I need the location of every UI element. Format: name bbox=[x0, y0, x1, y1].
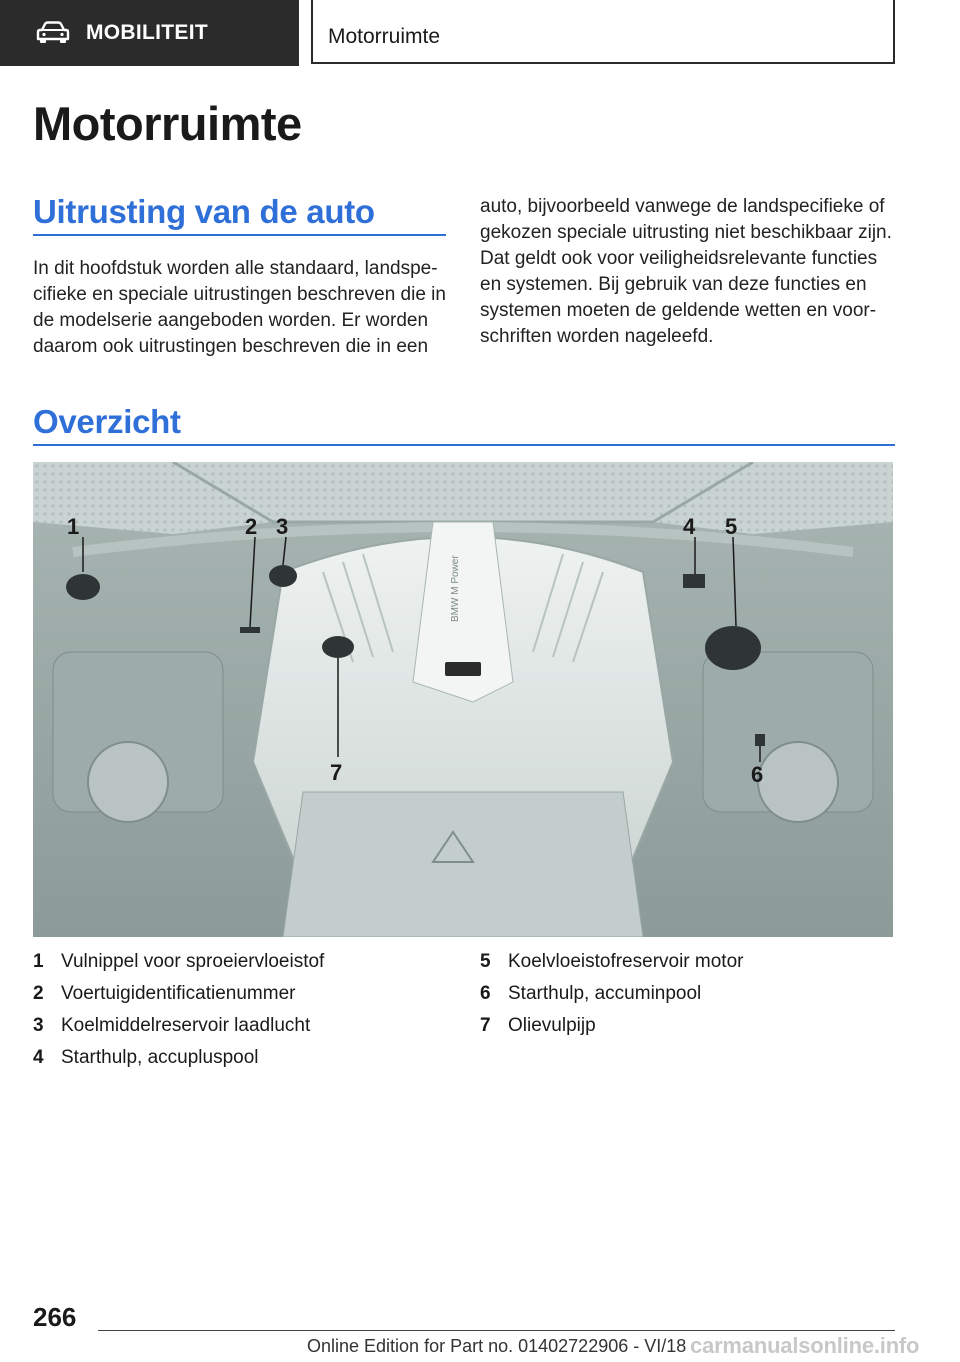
chapter-tab[interactable] bbox=[0, 0, 299, 66]
edition-text: Online Edition for Part no. 01402722906 - VI/18 bbox=[307, 1336, 687, 1356]
callout-number: 7 bbox=[330, 760, 343, 785]
legend-text: Vulnippel voor sproeiervloeistof bbox=[61, 951, 325, 972]
legend-number: 4 bbox=[33, 1047, 44, 1068]
legend-text: Olievulpijp bbox=[508, 1015, 596, 1036]
legend-text: Starthulp, accuminpool bbox=[508, 983, 702, 1004]
legend-text: Koelvloeistofreservoir motor bbox=[508, 951, 744, 972]
section-rule bbox=[33, 444, 895, 446]
callout-number: 3 bbox=[276, 514, 289, 539]
text-line: daarom ook uitrustingen beschreven die in een bbox=[33, 336, 429, 357]
engine-cover-text: BMW M Power bbox=[450, 555, 461, 622]
callout-number: 5 bbox=[725, 514, 738, 539]
text-line: cifieke en speciale uitrustingen beschreven die in bbox=[33, 284, 446, 305]
legend-right bbox=[480, 946, 900, 1042]
list-item bbox=[33, 1010, 453, 1042]
watermark: carmanualsonline.info bbox=[690, 1333, 920, 1358]
legend-text: Koelmiddelreservoir laadlucht bbox=[61, 1015, 311, 1036]
legend-number: 2 bbox=[33, 983, 44, 1004]
page-number: 266 bbox=[33, 1302, 77, 1332]
text-line: Dat geldt ook voor veiligheidsrelevante functies bbox=[480, 248, 878, 269]
legend-number: 6 bbox=[480, 983, 491, 1004]
body-column-right bbox=[480, 194, 900, 350]
legend-number: 5 bbox=[480, 951, 491, 972]
legend-number: 3 bbox=[33, 1015, 44, 1036]
text-line: gekozen speciale uitrusting niet beschikbaar zijn. bbox=[480, 222, 892, 243]
legend-text: Voertuigidentificatienummer bbox=[61, 983, 296, 1004]
engine-bay-image bbox=[33, 462, 893, 937]
list-item bbox=[33, 978, 453, 1010]
list-item bbox=[33, 946, 453, 978]
page-title: Motorruimte bbox=[33, 97, 302, 150]
chapter-label: MOBILITEIT bbox=[86, 21, 208, 44]
text-line: auto, bijvoorbeeld vanwege de landspecifieke of bbox=[480, 196, 885, 217]
legend-number: 7 bbox=[480, 1015, 491, 1036]
text-line: de modelserie aangeboden worden. Er worden bbox=[33, 310, 429, 331]
footer-rule bbox=[98, 1330, 895, 1331]
section-header-label: Motorruimte bbox=[328, 25, 441, 48]
callout-number: 2 bbox=[245, 514, 258, 539]
list-item bbox=[480, 946, 900, 978]
text-line: systemen moeten de geldende wetten en voor- bbox=[480, 300, 877, 321]
list-item bbox=[480, 1010, 900, 1042]
legend-text: Starthulp, accupluspool bbox=[61, 1047, 259, 1068]
section-header bbox=[311, 0, 895, 64]
callout-number: 1 bbox=[67, 514, 80, 539]
car-icon bbox=[36, 21, 70, 45]
section-rule bbox=[33, 234, 446, 236]
text-line: In dit hoofdstuk worden alle standaard, landspe- bbox=[33, 258, 438, 279]
body-column-left bbox=[33, 256, 453, 360]
callout-number: 6 bbox=[751, 762, 764, 787]
section-title-equipment: Uitrusting van de auto bbox=[33, 193, 375, 230]
list-item bbox=[480, 978, 900, 1010]
legend-number: 1 bbox=[33, 951, 44, 972]
text-line: en systemen. Bij gebruik van deze functies en bbox=[480, 274, 867, 295]
callout-number: 4 bbox=[683, 514, 696, 539]
legend-left bbox=[33, 946, 453, 1074]
text-line: schriften worden nageleefd. bbox=[480, 326, 714, 347]
section-title-overview: Overzicht bbox=[33, 403, 181, 440]
list-item bbox=[33, 1042, 453, 1074]
